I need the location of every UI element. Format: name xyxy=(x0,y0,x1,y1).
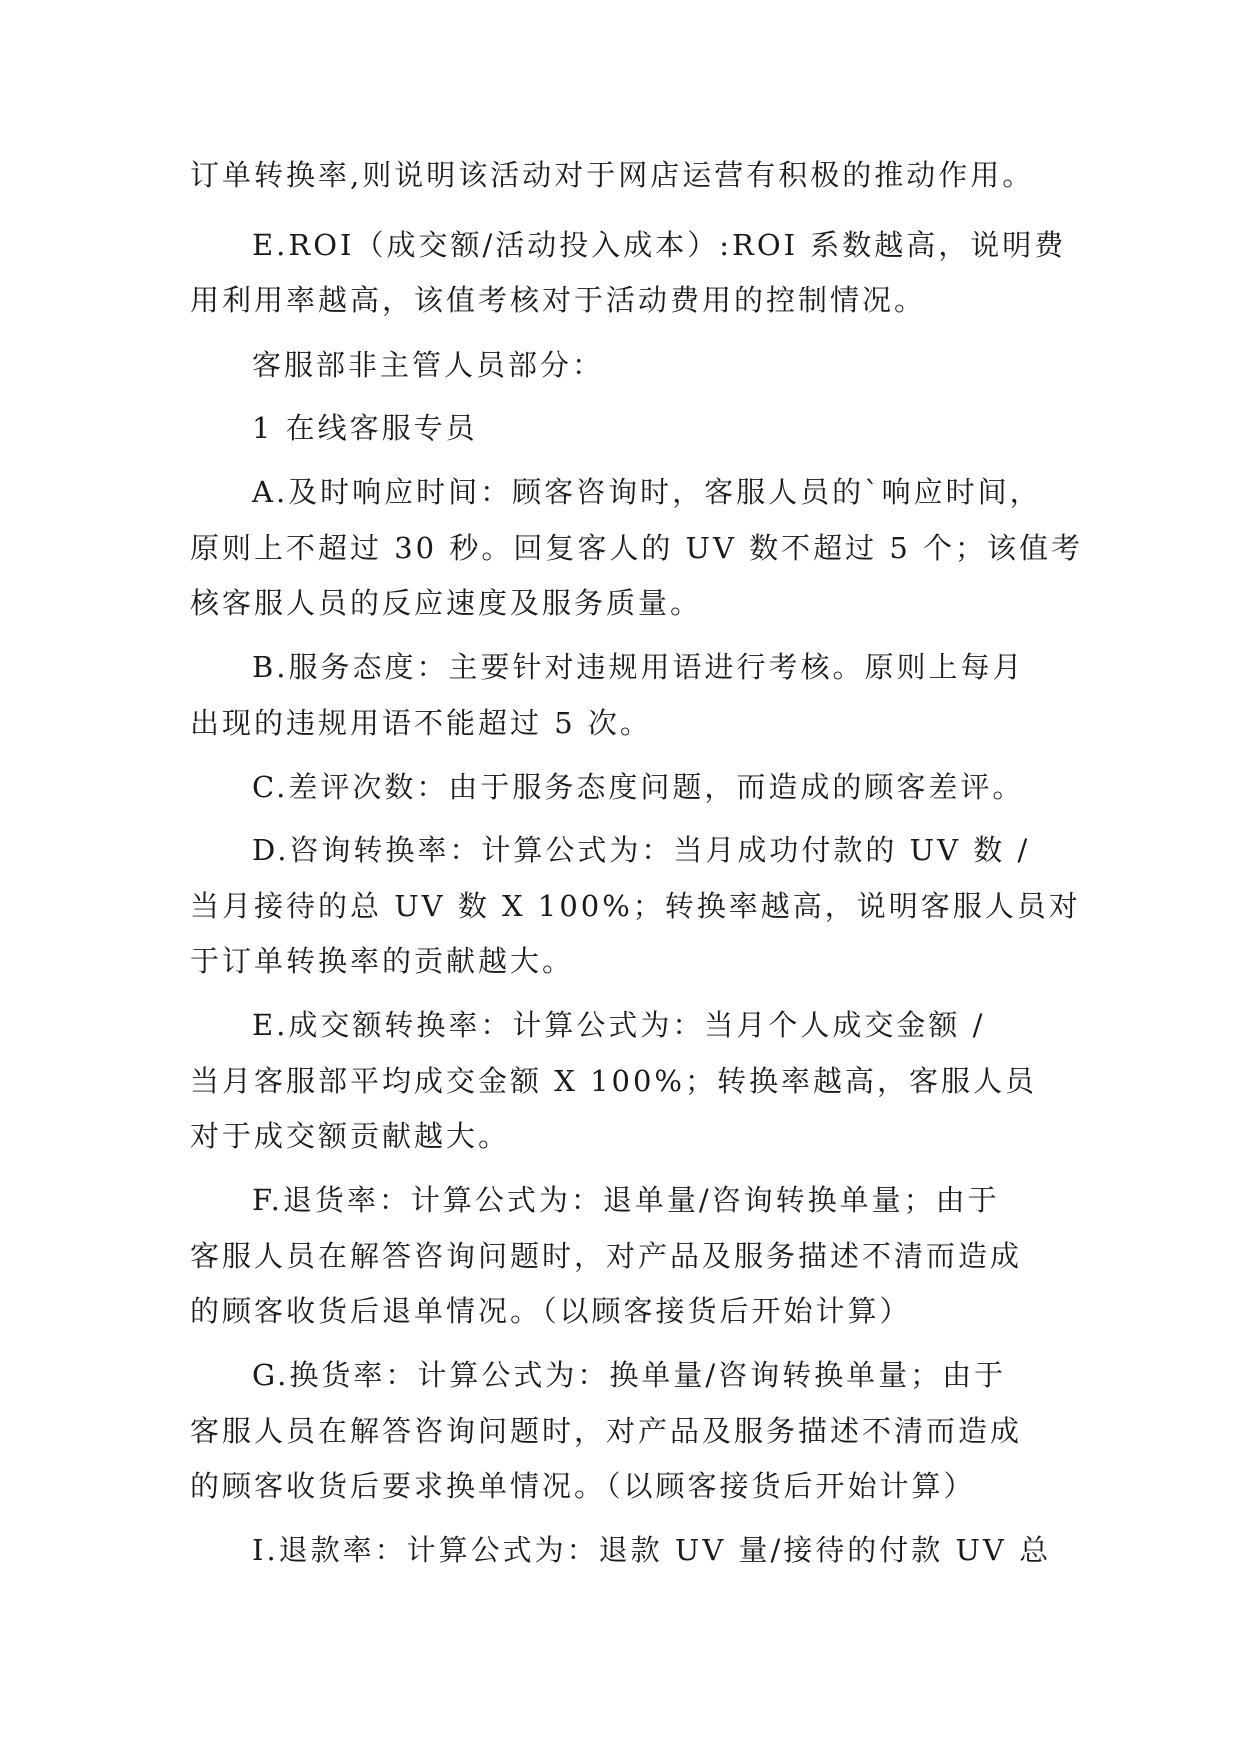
text-line: 原则上不超过 30 秒。回复客人的 UV 数不超过 5 个；该值考 xyxy=(190,531,1084,565)
text-line: 当月接待的总 UV 数 X 100%；转换率越高，说明客服人员对 xyxy=(190,889,1081,923)
text-line: 核客服人员的反应速度及服务质量。 xyxy=(190,586,703,620)
text-line: 客服部非主管人员部分： xyxy=(252,348,605,382)
text-line: E.成交额转换率：计算公式为：当月个人成交金额 / xyxy=(252,1008,986,1042)
text-line: 用利用率越高，该值考核对于活动费用的控制情况。 xyxy=(190,283,927,317)
text-line: D.咨询转换率：计算公式为：当月成功付款的 UV 数 / xyxy=(252,833,1031,867)
text-line: C.差评次数：由于服务态度问题，而造成的顾客差评。 xyxy=(252,770,1025,804)
text-line: G.换货率：计算公式为：换单量/咨询转换单量；由于 xyxy=(252,1358,1007,1392)
text-line: I.退款率：计算公式为：退款 UV 量/接待的付款 UV 总 xyxy=(252,1533,1052,1567)
text-line: 订单转换率,则说明该活动对于网店运营有积极的推动作用。 xyxy=(190,158,1035,192)
text-line: 出现的违规用语不能超过 5 次。 xyxy=(190,706,652,740)
text-line: A.及时响应时间：顾客咨询时，客服人员的`响应时间， xyxy=(252,475,1042,509)
text-line: F.退货率：计算公式为：退单量/咨询转换单量；由于 xyxy=(252,1183,1000,1217)
text-line: 的顾客收货后要求换单情况。（以顾客接货后开始计算） xyxy=(190,1469,976,1503)
text-line: E.ROI（成交额/活动投入成本）:ROI 系数越高，说明费 xyxy=(252,228,1067,262)
text-line: 1 在线客服专员 xyxy=(252,411,478,445)
text-line: B.服务态度：主要针对违规用语进行考核。原则上每月 xyxy=(252,650,1025,684)
text-line: 的顾客收货后退单情况。（以顾客接货后开始计算） xyxy=(190,1294,912,1328)
text-line: 当月客服部平均成交金额 X 100%；转换率越高，客服人员 xyxy=(190,1064,1037,1098)
text-line: 于订单转换率的贡献越大。 xyxy=(190,944,575,978)
text-line: 客服人员在解答咨询问题时，对产品及服务描述不清而造成 xyxy=(190,1414,1023,1448)
text-line: 客服人员在解答咨询问题时，对产品及服务描述不清而造成 xyxy=(190,1239,1023,1273)
text-line: 对于成交额贡献越大。 xyxy=(190,1119,511,1153)
